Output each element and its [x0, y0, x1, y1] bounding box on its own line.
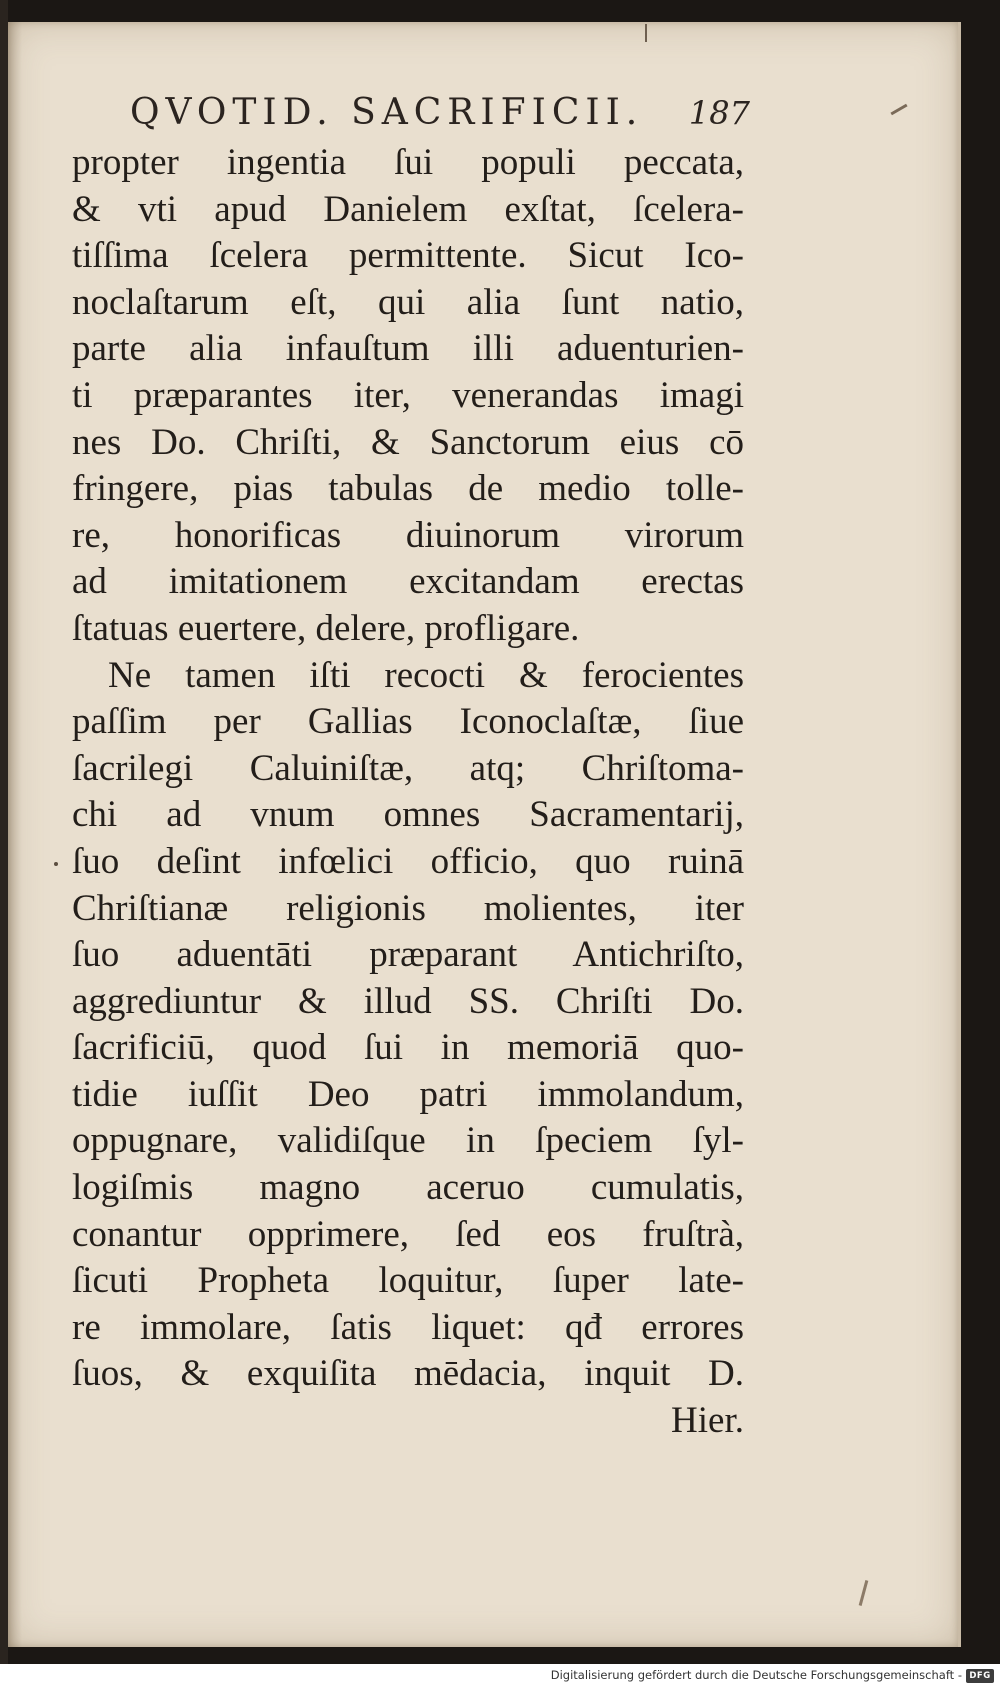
text-line: ſuo aduentāti præparant Antichriſto,: [72, 934, 744, 976]
running-head-title: QVOTID. SACRIFICII.: [130, 92, 644, 133]
text-line: ſuo deſint infœlici officio, quo ruinā: [72, 840, 744, 882]
page-gutter-shadow: [8, 22, 22, 1647]
text-line: tidie iuſſit Deo patri immolandum,: [72, 1073, 744, 1115]
text-line: ſicuti Propheta loquitur, ſuper late-: [72, 1260, 744, 1302]
body-text: [72, 140, 744, 1445]
scan-background-edge: [0, 0, 8, 1689]
funding-notice: Digitalisierung gefördert durch die Deutsche Forschungsgemeinschaft -: [550, 1668, 962, 1682]
text-line: tiſſima ſcelera permittente. Sicut Ico-: [72, 235, 744, 277]
catchword: Hier.: [671, 1400, 744, 1442]
paper-mark: [645, 24, 647, 42]
text-line: ſtatuas euertere, delere, profligare.: [72, 607, 580, 649]
text-line: propter ingentia ſui populi peccata,: [72, 142, 744, 183]
text-line: ſacrilegi Caluiniſtæ, atq; Chriſtoma-: [72, 747, 744, 789]
text-line: chi ad vnum omnes Sacramentarij,: [72, 794, 744, 836]
text-line: oppugnare, validiſque in ſpeciem ſyl-: [72, 1120, 744, 1162]
paper-mark: [54, 862, 58, 866]
running-head: [130, 92, 750, 138]
text-line: Ne tamen iſti recocti & ferocientes: [108, 654, 744, 696]
text-line: conantur opprimere, ſed eos fruſtrà,: [72, 1213, 744, 1255]
text-line: parte alia infauſtum illi aduenturien-: [72, 328, 744, 370]
text-line: & vti apud Danielem exſtat, ſcelera-: [72, 188, 744, 230]
text-line: nes Do. Chriſti, & Sanctorum eius cō: [72, 421, 744, 463]
dfg-logo: DFG: [966, 1669, 994, 1683]
text-line: ſuos, & exquiſita mēdacia, inquit D.: [72, 1353, 744, 1395]
text-line: paſſim per Gallias Iconoclaſtæ, ſiue: [72, 701, 744, 743]
text-line: Chriſtianæ religionis molientes, iter: [72, 887, 744, 929]
digitization-footer: [0, 1664, 1000, 1689]
text-line: noclaſtarum eſt, qui alia ſunt natio,: [72, 281, 744, 323]
text-line: fringere, pias tabulas de medio tolle-: [72, 468, 744, 510]
text-line: re immolare, ſatis liquet: qđ errores: [72, 1306, 744, 1348]
text-line: logiſmis magno aceruo cumulatis,: [72, 1167, 744, 1209]
text-line: ti præparantes iter, venerandas imagi: [72, 374, 744, 416]
text-line: aggrediuntur & illud SS. Chriſti Do.: [72, 980, 744, 1022]
page-number: 187: [688, 94, 750, 132]
text-line: ſacrificiū, quod ſui in memoriā quo-: [72, 1027, 744, 1069]
text-line: ad imitationem excitandam erectas: [72, 561, 744, 603]
text-line: re, honorificas diuinorum virorum: [72, 514, 744, 556]
